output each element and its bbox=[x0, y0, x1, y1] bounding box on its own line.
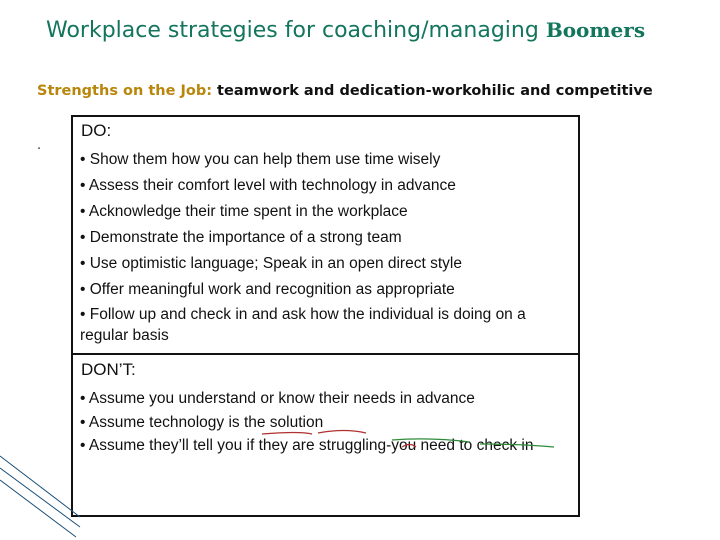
do-box bbox=[71, 115, 580, 355]
do-list bbox=[80, 147, 570, 346]
do-item: • Offer meaningful work and recognition as appropriate bbox=[80, 281, 455, 298]
do-item: • Follow up and check in and ask how the individual is doing on a regular basis bbox=[80, 306, 526, 344]
subtitle-rest: teamwork and dedication-workohilic and competitive bbox=[212, 83, 653, 99]
slide-title-main: Workplace strategies for coaching/managing bbox=[46, 18, 539, 43]
do-item: • Show them how you can help them use time wisely bbox=[80, 151, 441, 168]
slide-title bbox=[46, 18, 645, 43]
slide-subtitle bbox=[37, 83, 653, 99]
do-item: • Use optimistic language; Speak in an open direct style bbox=[80, 255, 462, 272]
subtitle-lead: Strengths on the Job: bbox=[37, 83, 212, 99]
do-item: • Demonstrate the importance of a strong team bbox=[80, 229, 402, 246]
dont-item: • Assume technology is the solution bbox=[80, 413, 324, 431]
dont-item: • Assume you understand or know their needs in advance bbox=[80, 390, 475, 407]
dont-heading: DON’T: bbox=[81, 360, 136, 379]
corner-decoration-line bbox=[0, 468, 80, 527]
dont-item: • Assume they’ll tell you if they are struggling-you need to check in bbox=[80, 437, 534, 454]
dont-list bbox=[80, 387, 570, 457]
corner-decoration-line bbox=[0, 480, 76, 537]
dont-box bbox=[71, 353, 580, 517]
do-item: • Assess their comfort level with technology in advance bbox=[80, 177, 456, 194]
corner-decoration-line bbox=[0, 456, 80, 517]
slide-title-emphasis: Boomers bbox=[545, 18, 646, 42]
do-heading: DO: bbox=[81, 121, 112, 140]
stray-bullet: . bbox=[37, 138, 42, 153]
do-item: • Acknowledge their time spent in the workplace bbox=[80, 203, 408, 220]
